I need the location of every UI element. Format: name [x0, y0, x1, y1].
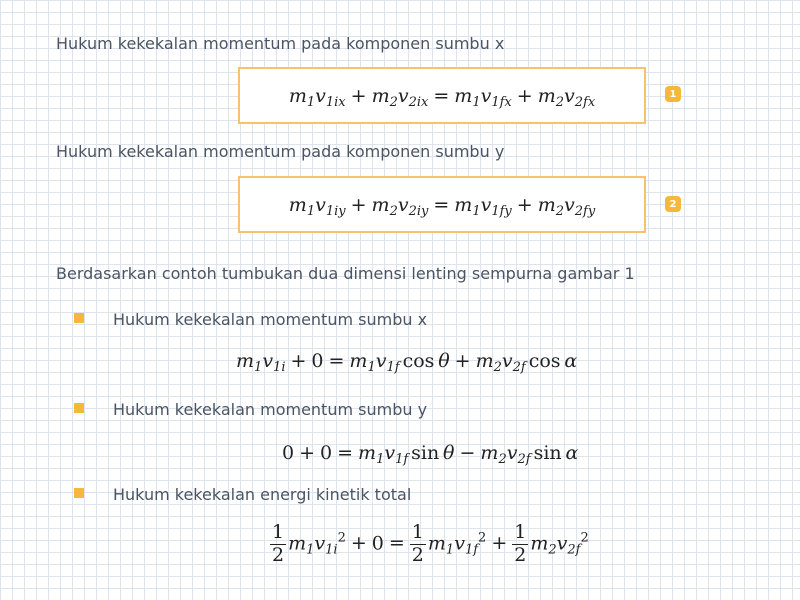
equation-number-badge: 2 — [665, 196, 681, 212]
equation-bullet-momentum-y: $0 + 0 = m_1v_{1f}$ $\sin \theta - m_2v_{2f}$ sin α — [282, 442, 579, 467]
equation-bullet-momentum-x: $m_1v_{1i} + 0 = m_1v_{1f}$ $\cos \theta + m_2v_{2f}$ cos α — [236, 350, 578, 375]
equation-momentum-y: $m_1v_{1iy} + m_2v_{2iy} = m_1v_{1fy} + m_2v_{2fy}$ — [288, 193, 596, 219]
bullet-label-momentum-y: Hukum kekekalan momentum sumbu y — [113, 400, 428, 419]
equation-momentum-x: $m_1v_{1ix} + m_2v_{2ix} = m_1v_{1fx} + m_2v_{2fx}$ — [288, 84, 596, 110]
intro-text: Berdasarkan contoh tumbukan dua dimensi lenting sempurna gambar 1 — [56, 264, 635, 283]
heading-momentum-y: Hukum kekekalan momentum pada komponen sumbu y — [56, 142, 505, 161]
bullet-marker — [74, 403, 84, 413]
bullet-marker — [74, 488, 84, 498]
heading-momentum-x: Hukum kekekalan momentum pada komponen sumbu x — [56, 34, 505, 53]
bullet-marker — [74, 313, 84, 323]
fraction-half: $\frac{1}{2}$ — [411, 521, 424, 566]
bullet-label-momentum-x: Hukum kekekalan momentum sumbu x — [113, 310, 428, 329]
equation-box-1 — [238, 67, 646, 124]
fraction-half: $\frac{1}{2}$ — [272, 521, 285, 566]
bullet-label-kinetic-energy: Hukum kekekalan energi kinetik total — [113, 485, 412, 504]
fraction-half: $\frac{1}{2}$ — [514, 521, 527, 566]
equation-kinetic-energy: $\frac{1}{2}$ $m_1v_{1i}^2 + 0$ = $\frac{1}{2}$ $m_1v_{1f}^2$ + $\frac{1}{2}$ $m_2v_{2f}^2$ — [272, 521, 589, 566]
equation-number-badge: 1 — [665, 86, 681, 102]
equation-box-2 — [238, 176, 646, 233]
